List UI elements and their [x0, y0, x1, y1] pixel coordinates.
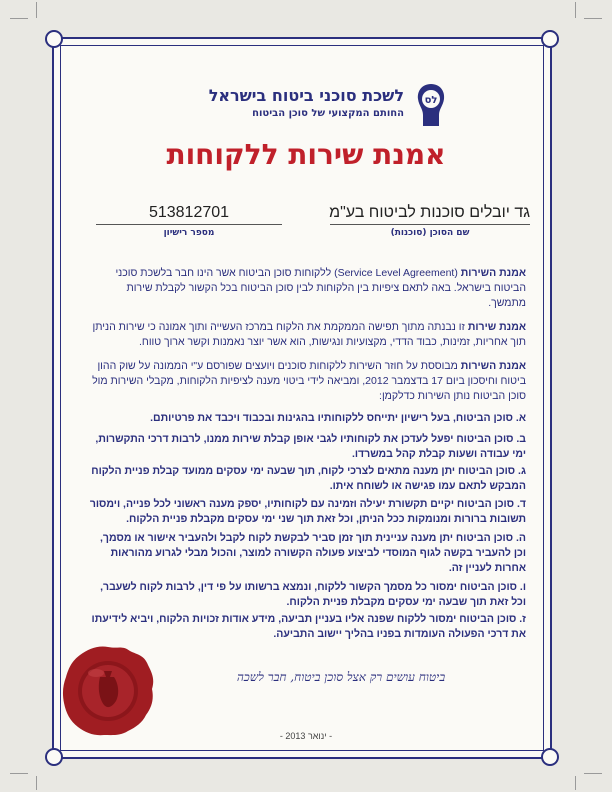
svg-text:לס: לס	[424, 95, 438, 106]
intro-paragraph	[86, 320, 526, 350]
signature-slogan: ביטוח עושים רק אצל סוכן ביטוח, חבר לשכה	[236, 670, 446, 684]
commitment-item: א. סוכן הביטוח, בעל רישיון יתייחס ללקוחותיו בהגינות ובכבוד ויכבד את פרטיותם.	[150, 412, 526, 424]
commitment-item: ג. סוכן הביטוח יתן מענה מתאים לצרכי לקוח, תוך שבעה ימי עסקים ממועד קבלת פניית הלקוח המבקש לתאם עמו פגישה או לשוחח איתו.	[91, 465, 526, 492]
commitment-item: ז. סוכן הביטוח ימסור ללקוח שפנה אליו בעניין תביעה, מידע אודות זכויות הלקוח, ויביא לידיעתו את דרכי הפעולה העומדות בפניו בהליך יישוב התביעה.	[91, 613, 526, 640]
crop-mark	[584, 773, 602, 774]
organization-name: לשכת סוכני ביטוח בישראל	[208, 86, 404, 105]
commitment-item: ד. סוכן הביטוח יקיים תקשורת יעילה וזמינה עם לקוחותיו, יספק מענה ראשוני לכל פנייה, וימסור תשובות ברורות ומנומקות ככל הניתן, וכל זאת תוך שני ימי עסקים מקבלת פניית הלקוח.	[89, 498, 526, 525]
agency-name-field	[330, 204, 530, 238]
organization-tagline: החותם המקצועי של סוכן הביטוח	[252, 108, 404, 119]
license-number-value: 513812701	[96, 204, 282, 225]
crop-mark	[10, 18, 28, 19]
organization-logo	[180, 82, 450, 126]
commitment-item: ב. סוכן הביטוח יפעל לעדכן את לקוחותיו לגבי אופן קבלת שירות ממנו, לרבות דרכי התקשרות, ימי עבודה ושעות קבלת קהל במשרדו.	[95, 433, 526, 460]
document-title: אמנת שירות ללקוחות	[166, 138, 446, 171]
paragraph-text: מבוססת על חוזר השירות ללקוחות סוכנים ויועצים שפורסם ע"י הממונה על שוק ההון ביטוח וחיסכון ביום 17 בדצמבר 2012, ומביאה לידי ביטוי מענה לציפיות הלקוחות, מקבלי השירות מול סוכן הביטוח נותן השירות כדלקמן:	[92, 360, 526, 402]
crop-mark	[575, 776, 576, 790]
crop-mark	[575, 2, 576, 18]
paragraph-text: (Service Level Agreement) ללקוחות סוכן הביטוח אשר הינו חבר בלשכת סוכני הביטוח בישראל. באה לתאם ציפיות בין הלקוחות לבין סוכן הביטוח בכל הקשור לקבלת שירות מתמשך.	[115, 267, 526, 309]
paragraph-lead: אמנת שירות	[467, 321, 526, 333]
insurance-agent-emblem-icon	[412, 82, 450, 128]
frame-corner-ornament	[541, 748, 559, 766]
document-date: - ינואר 2013 -	[279, 731, 333, 741]
crop-mark	[584, 18, 602, 19]
agency-name-value: גד יובלים סוכנות לביטוח בע"מ	[330, 204, 530, 225]
wax-seal-icon	[60, 643, 156, 739]
paragraph-text: זו נבנתה מתוך תפישה הממקמת את הלקוח במרכז העשייה ותוך אמונה כי שירות הניתן תוך אחריות, זמינות, כבוד הדדי, מקצועיות ונגישות, הוא אשר יוצר נאמנות וקשר ארוך טווח.	[92, 321, 526, 348]
crop-mark	[36, 776, 37, 790]
intro-paragraph	[86, 359, 526, 404]
crop-mark	[10, 773, 28, 774]
paragraph-lead: אמנת השירות	[460, 360, 526, 372]
frame-corner-ornament	[541, 30, 559, 48]
commitment-item: ה. סוכן הביטוח יתן מענה עניינית תוך זמן סביר לבקשת לקוח לקבל ולהעביר אישור או מסמך, וכן להעביר בקשה לגוף המוסדי לביצוע פעולה הקשורה למוצר, והכול מבלי לגרוע מהוראות אחרות לעניין זה.	[100, 532, 526, 574]
paragraph-lead: אמנת השירות	[460, 267, 526, 279]
frame-corner-ornament	[45, 30, 63, 48]
frame-corner-ornament	[45, 748, 63, 766]
license-number-label: מספר רישיון	[163, 228, 215, 238]
commitment-item: ו. סוכן הביטוח ימסור כל מסמך הקשור ללקוח, ונמצא ברשותו על פי דין, לרבות לקוח לשעבר, וכל זאת תוך שבעה ימי עסקים מקבלת פניית הלקוח.	[100, 581, 526, 608]
crop-mark	[36, 2, 37, 18]
license-number-field	[96, 204, 282, 238]
intro-paragraph	[86, 266, 526, 311]
agency-name-label: שם הסוכן (סוכנות)	[390, 228, 470, 238]
